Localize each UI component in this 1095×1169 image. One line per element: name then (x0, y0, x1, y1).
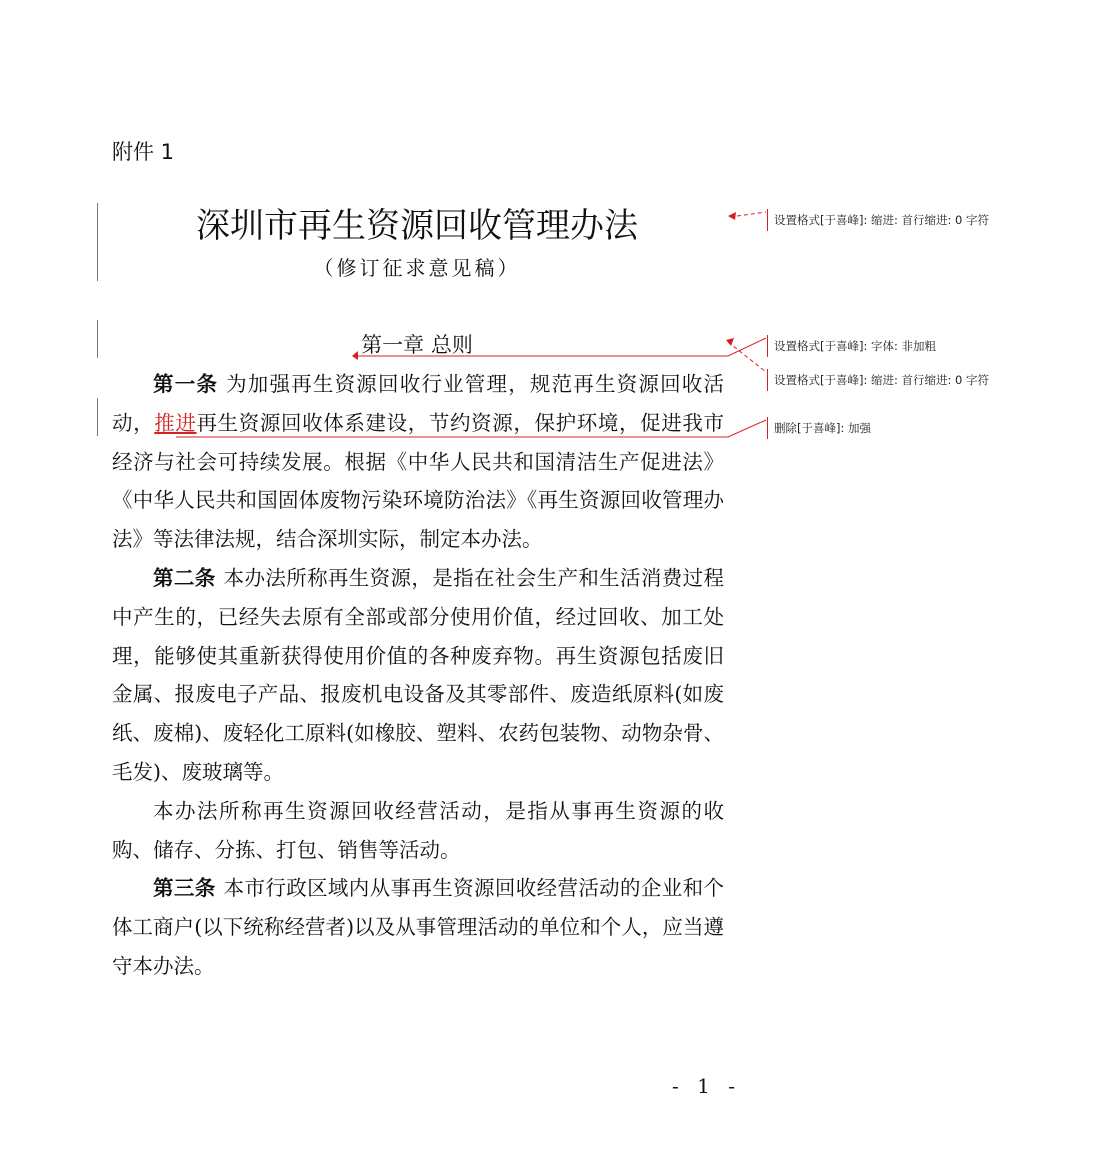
article-3-label: 第三条 (153, 876, 216, 901)
connector-comment-4 (176, 420, 766, 437)
document-title: 深圳市再生资源回收管理办法 (196, 206, 638, 246)
article-2-text: 本办法所称再生资源，是指在社会生产和生活消费过程中产生的，已经失去原有全部或部分使用价值，经过回收、加工处理，能够使其重新获得使用价值的各种废弃物。再生资源包括废旧金属、报废电子产品、报废机电设备及其零部件、废造纸原料(如废纸、废棉)、废轻化工原料(如橡胶、塑料、农药包装物、动物杂骨、毛发)、废玻璃等。 (112, 565, 725, 784)
comment-balloon-2[interactable]: 设置格式[于喜峰]: 字体: 非加粗 (767, 335, 936, 357)
tracked-insertion[interactable]: 推进 (154, 410, 197, 435)
article-1-text-after: 再生资源回收体系建设，节约资源，保护环境，促进我市经济与社会可持续发展。根据《中华人民共和国清洁生产促进法》《中华人民共和国固体废物污染环境防治法》《再生资源回收管理办法》等法律法规，结合深圳实际，制定本办法。 (112, 410, 724, 552)
comment-balloon-4[interactable]: 删除[于喜峰]: 加强 (767, 417, 871, 439)
article-3-text: 本市行政区域内从事再生资源回收经营活动的企业和个体工商户(以下统称经营者)以及从事管理活动的单位和个人，应当遵守本办法。 (112, 876, 725, 978)
article-1-text-before: 为加强再生资源回收行业管理，规范再生资源回收活动， (112, 372, 725, 435)
comment-balloon-1[interactable]: 设置格式[于喜峰]: 缩进: 首行缩进: 0 字符 (767, 209, 989, 231)
page-number: - 1 - (672, 1074, 741, 1098)
anchor-marker-2 (352, 351, 358, 360)
article-1-label: 第一条 (153, 372, 219, 396)
comment-balloon-3[interactable]: 设置格式[于喜峰]: 缩进: 首行缩进: 0 字符 (767, 369, 989, 391)
anchor-marker-1 (728, 212, 736, 220)
anchor-marker-3 (726, 338, 734, 346)
connector-comment-2 (354, 338, 766, 356)
article-2-label: 第二条 (153, 565, 216, 590)
article-2-paragraph-2: 本办法所称再生资源回收经营活动，是指从事再生资源的收购、储存、分拣、打包、销售等活动。 (112, 798, 724, 862)
attachment-label: 附件 1 (112, 140, 175, 164)
chapter-heading: 第一章 总则 (361, 333, 473, 357)
document-subtitle: （修订征求意见稿） (313, 256, 521, 280)
